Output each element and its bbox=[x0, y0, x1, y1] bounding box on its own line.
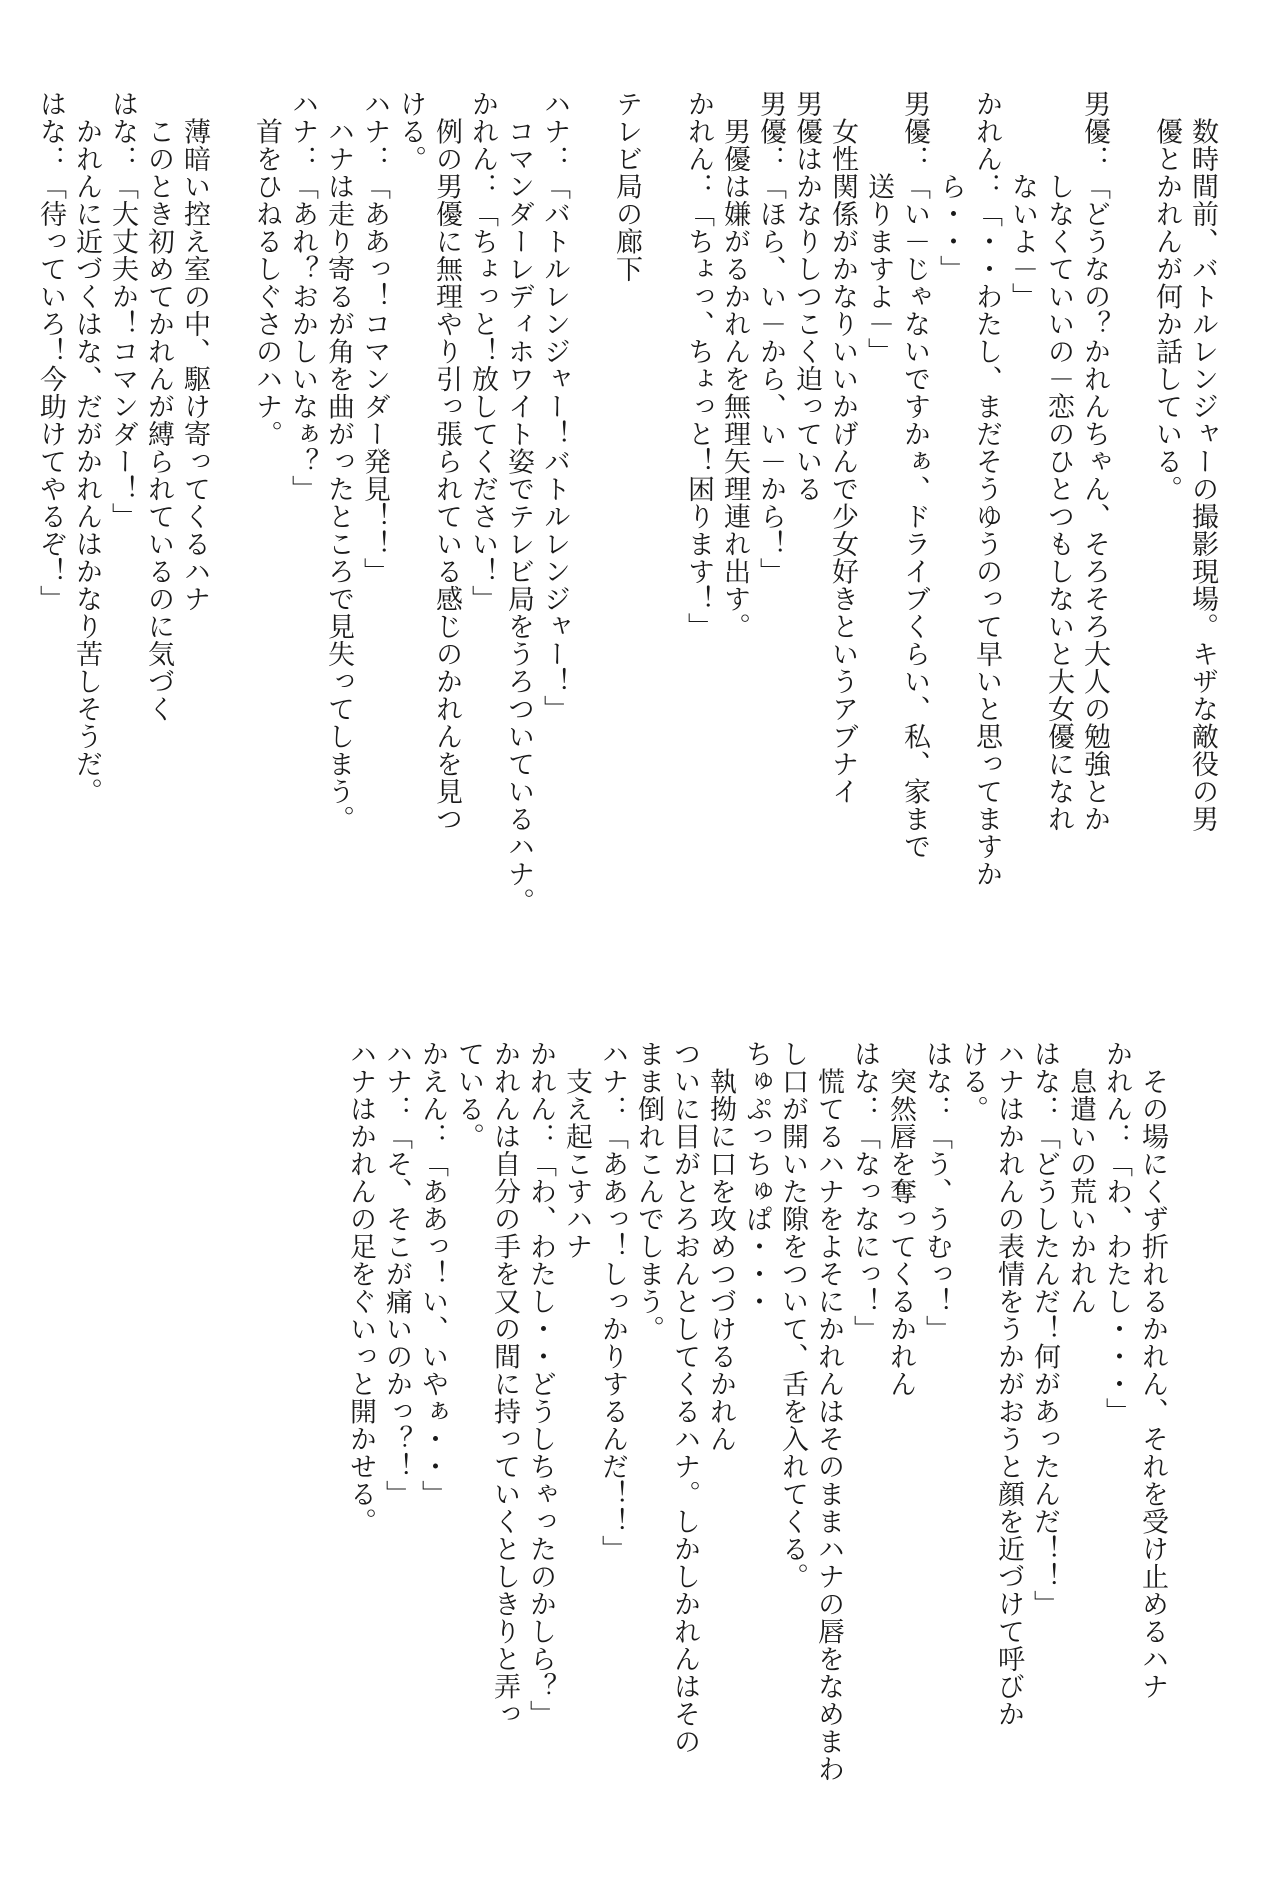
top-script-line: ら・・」 bbox=[935, 90, 966, 283]
bottom-script-line: ハナ：「ああっ！しっかりするんだ！！」 bbox=[597, 1040, 628, 1563]
bottom-script-line: ハナはかれんの足をぐいっと開かせる。 bbox=[345, 1040, 376, 1535]
top-script-line: しなくていいの－恋のひとつもしないと大女優になれ bbox=[1043, 90, 1074, 833]
bottom-script-line: 息遣いの荒いかれん bbox=[1065, 1040, 1096, 1315]
bottom-script-line: ハナはかれんの表情をうかがおうと顔を近づけて呼びか bbox=[993, 1040, 1024, 1728]
bottom-script-line: はな：「どうしたんだ！何があったんだ！！」 bbox=[1029, 1040, 1060, 1618]
top-script-line: 薄暗い控え室の中、駆け寄ってくるハナ bbox=[179, 90, 210, 613]
bottom-script-line: 支え起こすハナ bbox=[561, 1040, 592, 1260]
top-script-line bbox=[644, 90, 680, 860]
top-script-line: このとき初めてかれんが縛られているのに気づく bbox=[143, 90, 174, 723]
top-script-line: かれんに近づくはな、だがかれんはかなり苦しそうだ。 bbox=[71, 90, 102, 805]
top-script-line: 男優：「い－じゃないですかぁ、ドライブくらい、私、家まで bbox=[899, 90, 930, 860]
top-script-line: ないよ－」 bbox=[1007, 90, 1038, 310]
top-script-line bbox=[572, 90, 608, 860]
top-script-line: ける。 bbox=[395, 90, 426, 173]
top-script-line: 数時間前、バトルレンジャーの撮影現場。キザな敵役の男 bbox=[1187, 90, 1218, 833]
top-script-line: かれん：「ちょっ、ちょっと！困ります！」 bbox=[683, 90, 714, 640]
top-script-line: かれん：「・・わたし、まだそうゆうのって早いと思ってますか bbox=[971, 90, 1002, 888]
top-script-line: はな：「大丈夫か！コマンダー！」 bbox=[107, 90, 138, 530]
bottom-script-line: かれんは自分の手を又の間に持っていくとしきりと弄っ bbox=[489, 1040, 520, 1728]
bottom-script-line: かれん：「わ、わたし・・・」 bbox=[1101, 1040, 1132, 1425]
top-script-line: 送りますよ－」 bbox=[863, 90, 894, 365]
bottom-script-line: はな：「う、うむっ！」 bbox=[921, 1040, 952, 1343]
bottom-script-line: ハナ：「そ、そこが痛いのかっ？！」 bbox=[381, 1040, 412, 1508]
top-script-line: 男優はかなりしつこく迫っている bbox=[791, 90, 822, 503]
top-script-line bbox=[1112, 90, 1148, 860]
top-script-line: 男優：「どうなの？かれんちゃん、そろそろ大人の勉強とか bbox=[1079, 90, 1110, 833]
top-script-line: テレビ局の廊下 bbox=[611, 90, 642, 283]
bottom-script-line: ついに目がとろおんとしてくるハナ。しかしかれんはその bbox=[669, 1040, 700, 1755]
top-script-line: 優とかれんが何か話している。 bbox=[1151, 90, 1182, 503]
bottom-script-line: その場にくず折れるかれん、それを受け止めるハナ bbox=[1137, 1040, 1168, 1700]
bottom-script-line: 突然唇を奪ってくるかれん bbox=[885, 1040, 916, 1398]
bottom-script-line: まま倒れこんでしまう。 bbox=[633, 1040, 664, 1343]
top-script-line: 女性関係がかなりいいかげんで少女好きというアブナイ bbox=[827, 90, 858, 805]
top-script-line: コマンダーレディホワイト姿でテレビ局をうろついているハナ。 bbox=[503, 90, 534, 915]
top-script-line: 首をひねるしぐさのハナ。 bbox=[251, 90, 282, 448]
bottom-script-line: 慌てるハナをよそにかれんはそのままハナの唇をなめまわ bbox=[813, 1040, 844, 1783]
top-script-line: 例の男優に無理やり引っ張られている感じのかれんを見つ bbox=[431, 90, 462, 833]
bottom-script-line: はな：「なっなにっ！」 bbox=[849, 1040, 880, 1343]
top-script-line: ハナ：「バトルレンジャー！バトルレンジャー！」 bbox=[539, 90, 570, 723]
top-script-line bbox=[212, 90, 248, 860]
bottom-script-line: ける。 bbox=[957, 1040, 988, 1123]
bottom-script-line: ちゅぷっちゅぱ・・・ bbox=[741, 1040, 772, 1315]
top-script-line: かれん：「ちょっと！放してください！」 bbox=[467, 90, 498, 613]
top-script-line: 男優：「ほら、い－から、い－から！」 bbox=[755, 90, 786, 585]
bottom-script-line: かえん：「ああっ！い、いやぁ・・」 bbox=[417, 1040, 448, 1508]
bottom-script-line: し口が開いた隙をついて、舌を入れてくる。 bbox=[777, 1040, 808, 1590]
bottom-script-section bbox=[342, 1040, 1170, 1840]
top-script-line: 男優は嫌がるかれんを無理矢理連れ出す。 bbox=[719, 90, 750, 640]
bottom-script-line: かれん：「わ、わたし・・どうしちゃったのかしら？」 bbox=[525, 1040, 556, 1728]
top-script-line: はな：「待っていろ！今助けてやるぞ！」 bbox=[35, 90, 66, 613]
bottom-script-line: 執拗に口を攻めつづけるかれん bbox=[705, 1040, 736, 1453]
top-script-section bbox=[32, 90, 1220, 915]
top-script-line: ハナ：「あれ？おかしいなぁ？」 bbox=[287, 90, 318, 503]
top-script-line: ハナは走り寄るが角を曲がったところで見失ってしまう。 bbox=[323, 90, 354, 833]
top-script-line: ハナ：「ああっ！コマンダー発見！！」 bbox=[359, 90, 390, 585]
bottom-script-line: ている。 bbox=[453, 1040, 484, 1150]
